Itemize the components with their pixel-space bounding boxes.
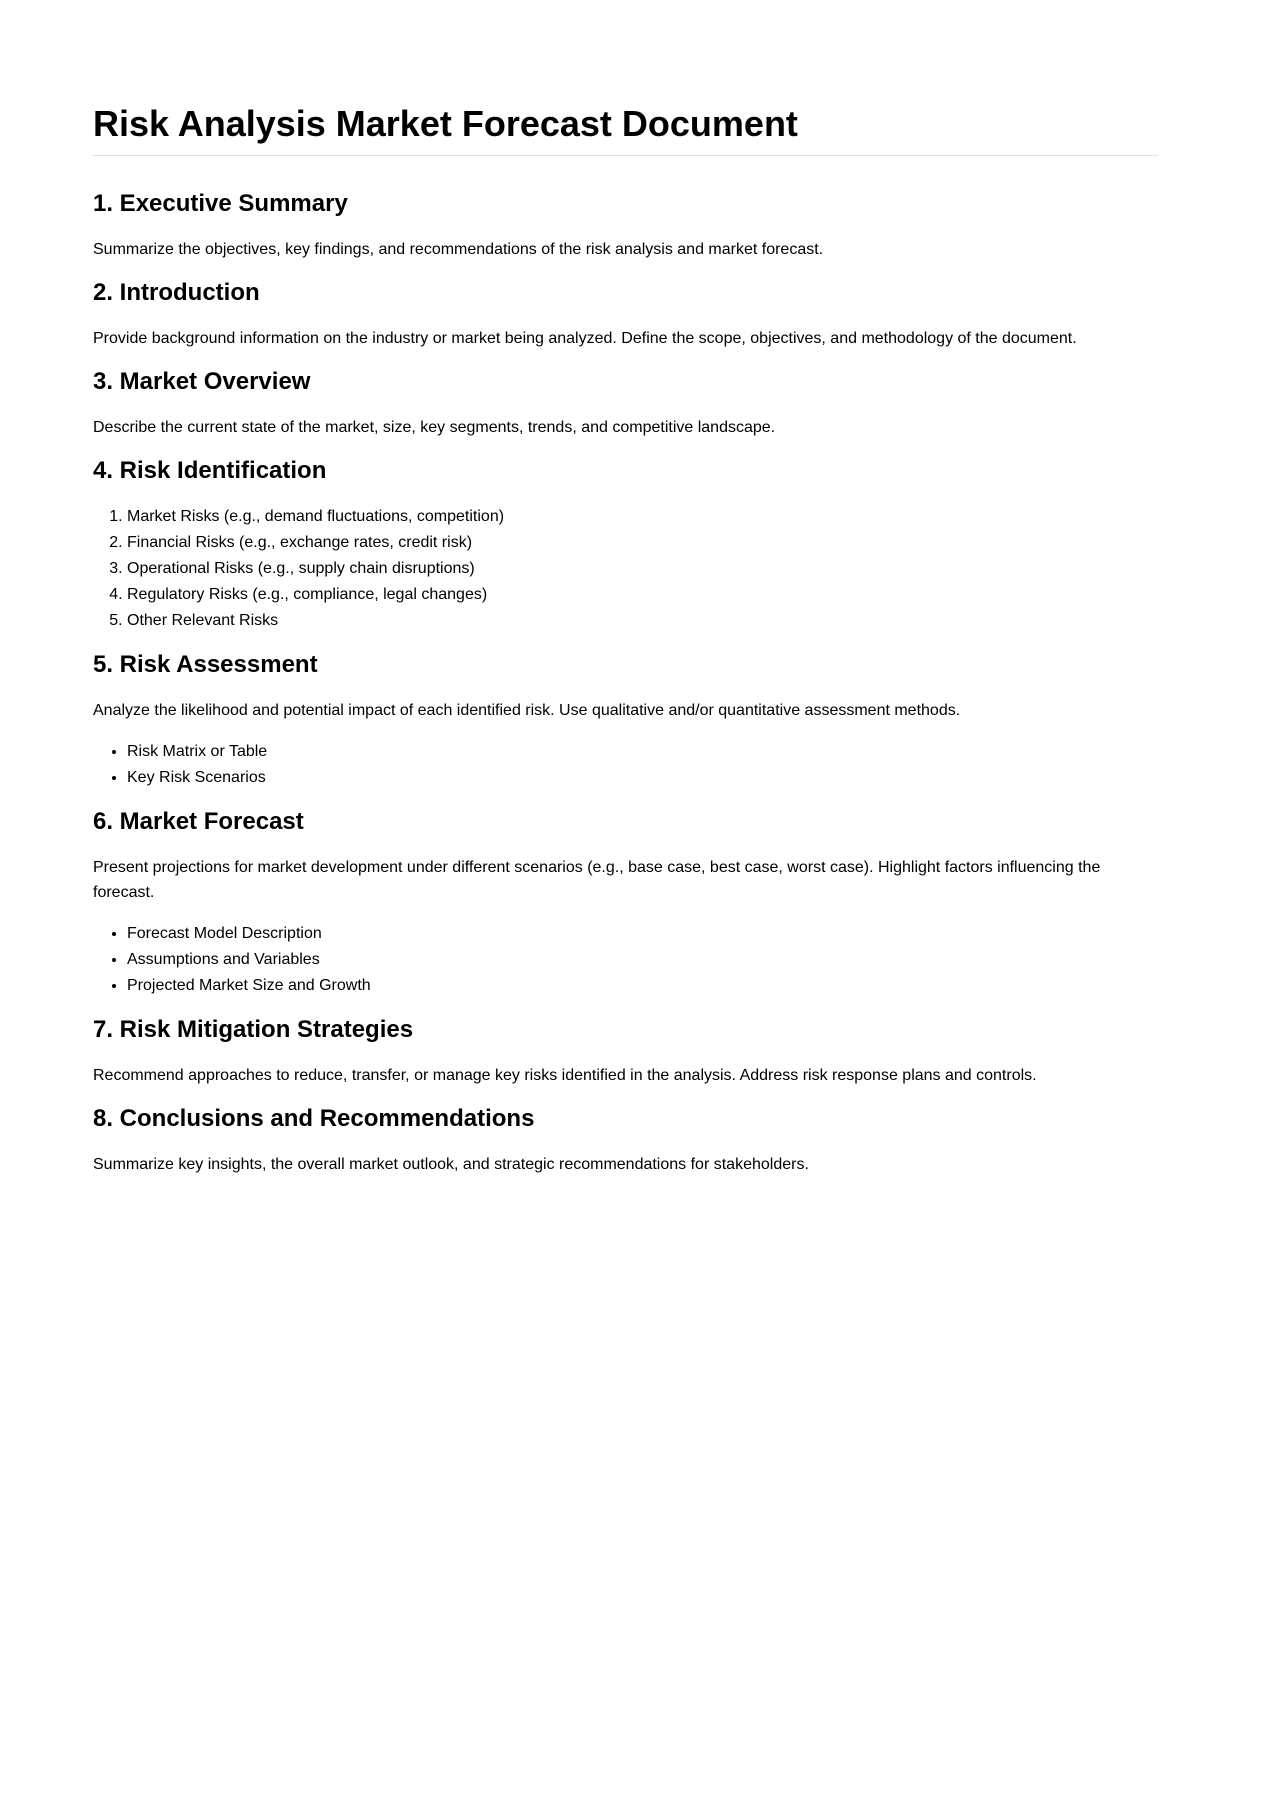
section-executive-summary: [93, 189, 1158, 262]
list-item: • Risk Matrix or Table: [127, 739, 1158, 765]
section-paragraph: Summarize the objectives, key findings, and recommendations of the risk analysis and market forecast.: [93, 241, 824, 258]
section-paragraph: Provide background information on the industry or market being analyzed. Define the scope, objectives, and methodology of the document.: [93, 330, 1077, 347]
market-forecast-list: [93, 921, 1158, 999]
section-risk-mitigation-strategies: [93, 1015, 1158, 1088]
list-item: 3. Operational Risks (e.g., supply chain disruptions): [127, 556, 1158, 582]
list-item: • Projected Market Size and Growth: [127, 973, 1158, 999]
list-item: • Assumptions and Variables: [127, 947, 1158, 973]
section-heading: 7. Risk Mitigation Strategies: [93, 1016, 414, 1043]
list-item: 2. Financial Risks (e.g., exchange rates, credit risk): [127, 530, 1158, 556]
title-divider: [93, 155, 1158, 156]
section-heading: 4. Risk Identification: [93, 457, 327, 484]
section-paragraph: Present projections for market development under different scenarios (e.g., base case, best case, worst case). Highlight factors influencing the forecast.: [93, 859, 1101, 901]
risk-identification-list: [93, 504, 1158, 634]
section-market-forecast: [93, 807, 1158, 999]
section-heading: 8. Conclusions and Recommendations: [93, 1105, 535, 1132]
section-paragraph: Analyze the likelihood and potential impact of each identified risk. Use qualitative and/or quantitative assessment methods.: [93, 702, 961, 719]
section-risk-identification: [93, 456, 1158, 634]
section-risk-assessment: [93, 650, 1158, 791]
list-item: 1. Market Risks (e.g., demand fluctuations, competition): [127, 504, 1158, 530]
section-heading: 2. Introduction: [93, 279, 260, 306]
section-heading: 5. Risk Assessment: [93, 651, 318, 678]
list-item: • Key Risk Scenarios: [127, 765, 1158, 791]
section-market-overview: [93, 367, 1158, 440]
section-paragraph: Recommend approaches to reduce, transfer, or manage key risks identified in the analysis. Address risk response plans and controls.: [93, 1067, 1037, 1084]
section-paragraph: Summarize key insights, the overall market outlook, and strategic recommendations for stakeholders.: [93, 1156, 809, 1173]
section-conclusions-recommendations: [93, 1104, 1158, 1177]
list-item: 5. Other Relevant Risks: [127, 608, 1158, 634]
section-heading: 6. Market Forecast: [93, 808, 304, 835]
section-paragraph: Describe the current state of the market, size, key segments, trends, and competitive landscape.: [93, 419, 776, 436]
section-introduction: [93, 278, 1158, 351]
list-item: • Forecast Model Description: [127, 921, 1158, 947]
section-heading: 1. Executive Summary: [93, 190, 348, 217]
list-item: 4. Regulatory Risks (e.g., compliance, legal changes): [127, 582, 1158, 608]
risk-assessment-list: [93, 739, 1158, 791]
section-heading: 3. Market Overview: [93, 368, 311, 395]
document-title: Risk Analysis Market Forecast Document: [93, 103, 798, 144]
